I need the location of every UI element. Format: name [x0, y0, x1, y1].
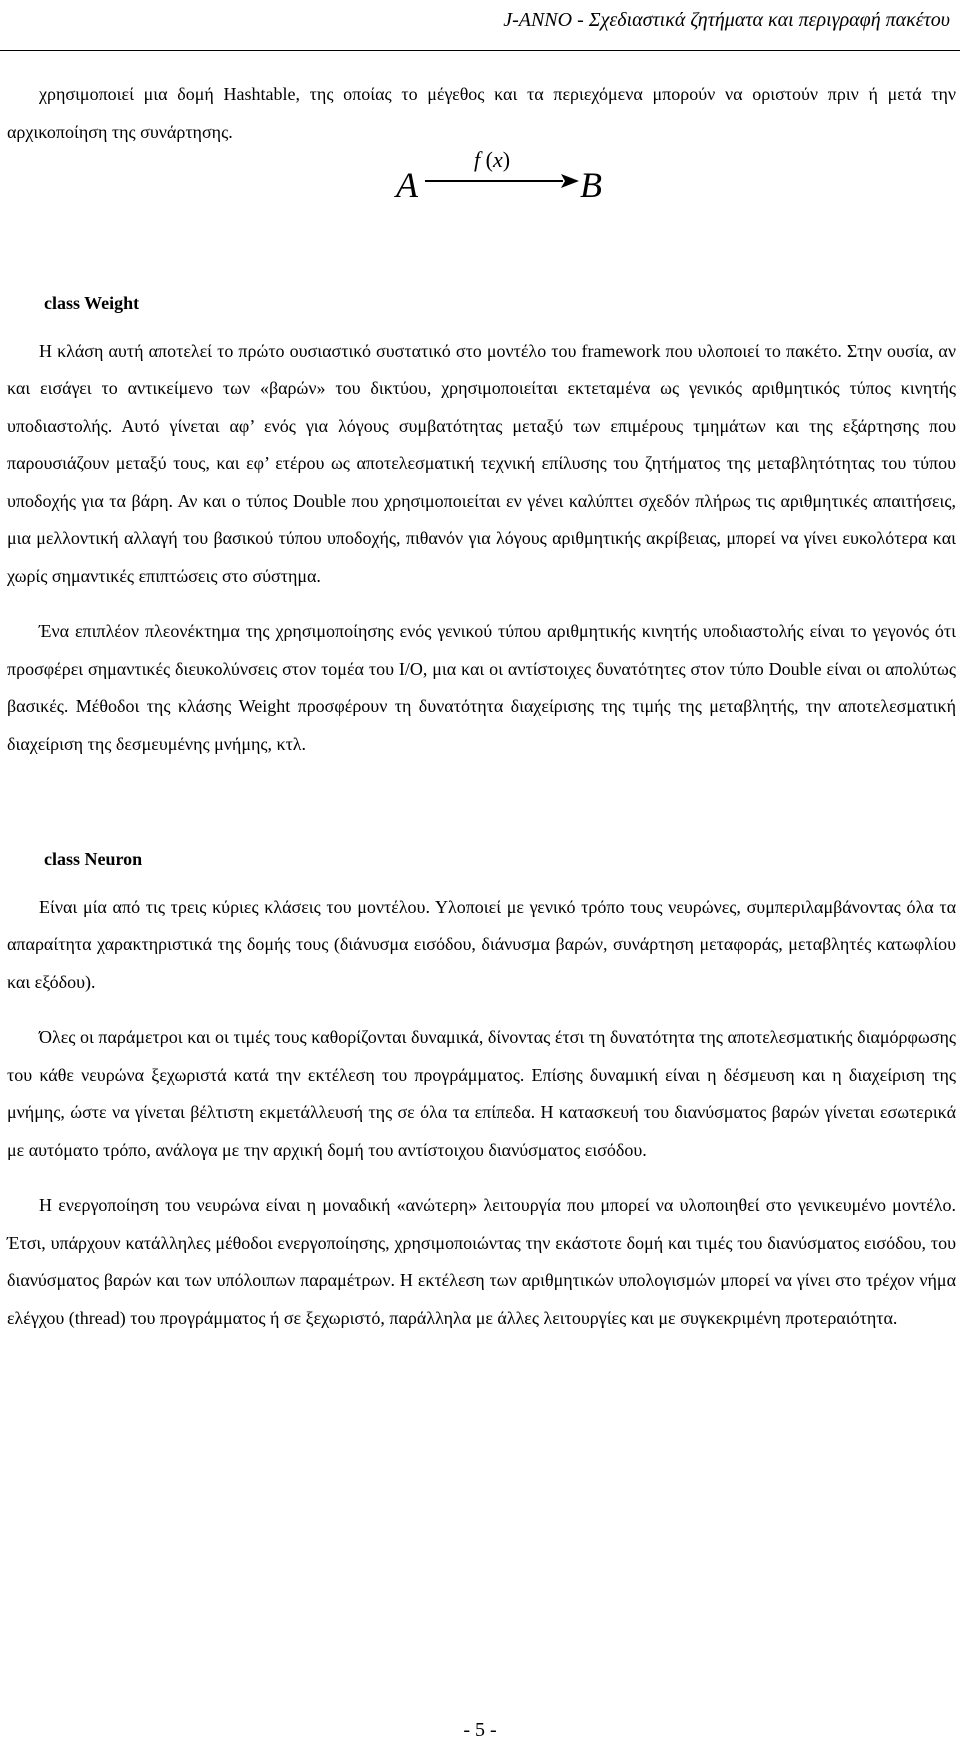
- neuron-paragraph: Η ενεργοποίηση του νευρώνα είναι η μοναδική «ανώτερη» λειτουργία που μπορεί να υλοποιηθεί στο γενικευμένο μοντέλο. Έτσι, υπάρχουν κατάλληλες μέθοδοι ενεργοποίησης, χρησιμοποιώντας την εκάστοτε δομή και τιμές του διανύσματος εισόδου, του διανύσματος βαρών και των υπόλοιπων παραμέτρων. Η εκτέλεση των αριθμητικών υπολογισμών μπορεί να γίνει στο τρέχον νήμα ελέγχου (thread) του προγράμματος ή σε ξεχωριστό, παράλληλα με άλλες λειτουργίες και με συγκεκριμένη προτεραιότητα.: [7, 1195, 956, 1328]
- section-spacer: [7, 763, 956, 841]
- formula-close-paren: ): [502, 147, 511, 172]
- formula-variable: x: [492, 147, 503, 172]
- running-header: J-ANNO - Σχεδιαστικά ζητήματα και περιγραφή πακέτου: [503, 9, 950, 31]
- section-title-weight: class Weight: [44, 293, 140, 313]
- formula-function-label: [474, 147, 510, 173]
- weight-paragraph: Η κλάση αυτή αποτελεί το πρώτο ουσιαστικό συστατικό στο μοντέλο του framework που υλοποιεί το πακέτο. Στην ουσία, αν και εισάγει το αντικείμενο των «βαρών» του δικτύου, χρησιμοποιείται εκτεταμένα ως γενικός αριθμητικός τύπος κινητής υποδιαστολής. Αυτό γίνεται αφ’ ενός για λόγους συμβατότητας μεταξύ των επιμέρους τμημάτων και της εξάρτησης που παρουσιάζουν μεταξύ τους, και εφ’ ετέρου ως αποτελεσματική τεχνική επίλυσης του ζητήματος της μεταβλητότητας του τύπου υποδοχής για τα βάρη. Αν και ο τύπος Double που χρησιμοποιείται εν γένει καλύπτει σχεδόν πλήρως τις αριθμητικές απαιτήσεις, μια μελλοντική αλλαγή του βασικού τύπου υποδοχής, πιθανόν για λόγους αριθμητικής ακρίβειας, μπορεί να γίνει ευκολότερα και χωρίς σημαντικές επιπτώσεις στο σύστημα.: [7, 340, 956, 586]
- header-divider: [0, 50, 960, 51]
- formula-codomain: B: [580, 165, 602, 205]
- weight-paragraph: Ένα επιπλέον πλεονέκτημα της χρησιμοποίησης ενός γενικού τύπου αριθμητικής κινητής υποδιαστολής είναι το γεγονός ότι προσφέρει σημαντικές διευκολύνσεις στον τομέα του I/O, μια και οι αντίστοιχες δυνατότητες στον τύπο Double είναι οι απολύτως βασικές. Μέθοδοι της κλάσης Weight προσφέρουν τη δυνατότητα διαχείρισης της τιμής της μεταβλητής, την αποτελεσματική διαχείριση της δεσμευμένης μνήμης, κτλ.: [7, 621, 956, 754]
- neuron-paragraph: Είναι μία από τις τρεις κύριες κλάσεις του μοντέλου. Υλοποιεί με γενικό τρόπο τους νευρώνες, συμπεριλαμβάνοντας όλα τα απαραίτητα χαρακτηριστικά της δομής τους (διάνυσμα εισόδου, διάνυσμα βαρών, συνάρτηση μεταφοράς, μεταβλητές κατωφλίου και εξόδου).: [7, 896, 956, 992]
- formula-open-paren: (: [485, 147, 493, 172]
- section-title-neuron: class Neuron: [44, 849, 143, 869]
- formula-function-name: f: [474, 147, 481, 172]
- neuron-paragraph: Όλες οι παράμετροι και οι τιμές τους καθορίζονται δυναμικά, δίνοντας έτσι τη δυνατότητα της αποτελεσματικής διαμόρφωσης του κάθε νευρώνα ξεχωριστά κατά την εκτέλεση του προγράμματος. Επίσης δυναμική είναι η δέσμευση και η διαχείριση της μνήμης, ώστε να γίνεται βέλτιστη εκμετάλλευσή της σε όλα τα επίπεδα. Η κατασκευή του διανύσματος βαρών γίνεται εσωτερικά με αυτόματο τρόπο, ανάλογα με την αρχική δομή του αντίστοιχου διανύσματος εισόδου.: [7, 1027, 956, 1160]
- page-body: [7, 76, 956, 1337]
- function-mapping-formula: [7, 147, 956, 215]
- formula-domain: A: [396, 165, 418, 205]
- page-number: - 5 -: [463, 1719, 497, 1741]
- intro-paragraph: χρησιμοποιεί μια δομή Hashtable, της οποίας το μέγεθος και τα περιεχόμενα μπορούν να οριστούν πριν ή μετά την αρχικοποίηση της συνάρτησης.: [7, 84, 956, 142]
- formula-arrow-icon: [425, 171, 581, 191]
